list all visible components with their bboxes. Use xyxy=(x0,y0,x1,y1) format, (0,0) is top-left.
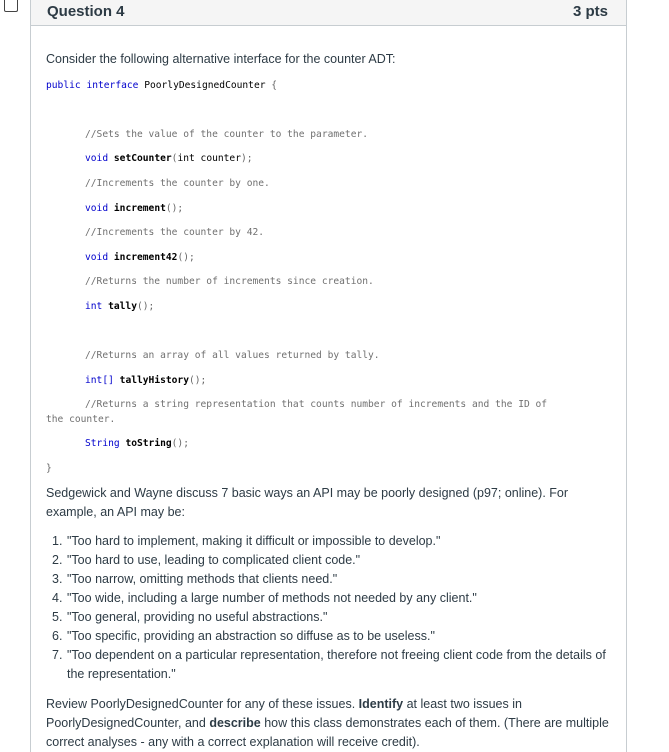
code-method-setcounter xyxy=(85,153,253,164)
list-number: 6. xyxy=(52,629,63,643)
code-method-name: increment xyxy=(113,203,166,214)
list-number: 5. xyxy=(52,610,63,624)
list-item-text: "Too specific, providing an abstraction so diffuse as to be useless." xyxy=(67,629,435,643)
code-keyword: void xyxy=(85,153,109,164)
code-method-increment42 xyxy=(85,252,195,263)
list-item xyxy=(46,589,611,608)
code-keyword: int xyxy=(85,301,103,312)
task-part: Review PoorlyDesignedCounter for any of these issues. xyxy=(46,697,359,711)
code-keyword: void xyxy=(85,203,109,214)
code-close-brace: } xyxy=(46,463,52,474)
list-number: 4. xyxy=(52,591,63,605)
code-comment: //Increments the counter by 42. xyxy=(85,227,265,238)
code-comment-wrap: the counter. xyxy=(46,414,116,425)
code-keyword: public xyxy=(46,80,81,91)
list-item-text: "Too dependent on a particular representation, therefore not freeing client code from the details of the representation." xyxy=(67,648,606,681)
code-identifier: PoorlyDesignedCounter xyxy=(144,80,266,91)
list-item xyxy=(46,551,611,570)
code-interface-declaration xyxy=(46,80,277,91)
list-item-text: "Too hard to implement, making it difficult or impossible to develop." xyxy=(67,534,441,548)
code-keyword: void xyxy=(85,252,109,263)
list-number: 2. xyxy=(52,553,63,567)
code-punct: (); xyxy=(171,438,189,449)
code-comment: //Returns a string representation that counts number of increments and the ID of xyxy=(85,399,548,410)
code-punct: (); xyxy=(177,252,195,263)
code-punct: (); xyxy=(137,301,155,312)
code-method-name: setCounter xyxy=(113,153,172,164)
list-item xyxy=(46,608,611,627)
code-param-type: int xyxy=(177,153,195,164)
task-identify-emphasis: Identify xyxy=(358,697,404,711)
code-keyword: int[] xyxy=(85,375,114,386)
list-number: 1. xyxy=(52,534,63,548)
code-method-name: increment42 xyxy=(113,252,178,263)
code-punct: ); xyxy=(240,153,253,164)
code-punct: (); xyxy=(165,203,184,214)
code-punct: ( xyxy=(171,153,178,164)
list-item-text: "Too general, providing no useful abstractions." xyxy=(67,610,328,624)
code-method-tally xyxy=(85,301,154,312)
discussion-text: Sedgewick and Wayne discuss 7 basic ways an API may be poorly designed (p97; online). For example, an API may be: xyxy=(46,486,569,519)
code-method-increment xyxy=(85,203,183,214)
task-part: at least two issues in PoorlyDesignedCounter, and xyxy=(46,697,522,730)
code-method-name: toString xyxy=(125,438,172,449)
question-points: 3 pts xyxy=(572,3,608,20)
list-item xyxy=(46,532,611,551)
list-number: 7. xyxy=(52,648,63,662)
list-item xyxy=(46,570,611,589)
flag-question-icon[interactable] xyxy=(4,0,18,12)
code-comment: //Sets the value of the counter to the parameter. xyxy=(85,129,369,140)
code-method-tostring xyxy=(85,438,189,449)
list-item-text: "Too hard to use, leading to complicated client code." xyxy=(67,553,361,567)
code-keyword: String xyxy=(85,438,120,449)
list-item xyxy=(46,627,611,646)
code-comment: //Returns the number of increments since creation. xyxy=(85,276,374,287)
list-item xyxy=(46,646,611,684)
code-method-tallyhistory xyxy=(85,375,206,386)
list-item-text: "Too wide, including a large number of methods not needed by any client." xyxy=(67,591,477,605)
list-item-text: "Too narrow, omitting methods that clients need." xyxy=(67,572,338,586)
code-method-name: tally xyxy=(108,301,137,312)
code-punct: { xyxy=(271,80,278,91)
code-param-name: counter xyxy=(194,153,241,164)
code-method-name: tallyHistory xyxy=(119,375,189,386)
code-comment: //Returns an array of all values returned by tally. xyxy=(85,350,380,361)
code-comment: //Increments the counter by one. xyxy=(85,178,270,189)
task-text xyxy=(46,695,611,752)
code-punct: (); xyxy=(188,375,207,386)
intro-text: Consider the following alternative interface for the counter ADT: xyxy=(46,52,396,66)
question-header xyxy=(31,0,626,26)
task-part: how this class demonstrates each of them. (There are multiple correct analyses - any with a correct explanation will receive credit). xyxy=(46,716,609,749)
code-keyword: interface xyxy=(86,80,139,91)
task-describe-emphasis: describe xyxy=(209,716,261,730)
issues-list xyxy=(46,532,611,684)
list-number: 3. xyxy=(52,572,63,586)
question-title: Question 4 xyxy=(47,3,125,20)
